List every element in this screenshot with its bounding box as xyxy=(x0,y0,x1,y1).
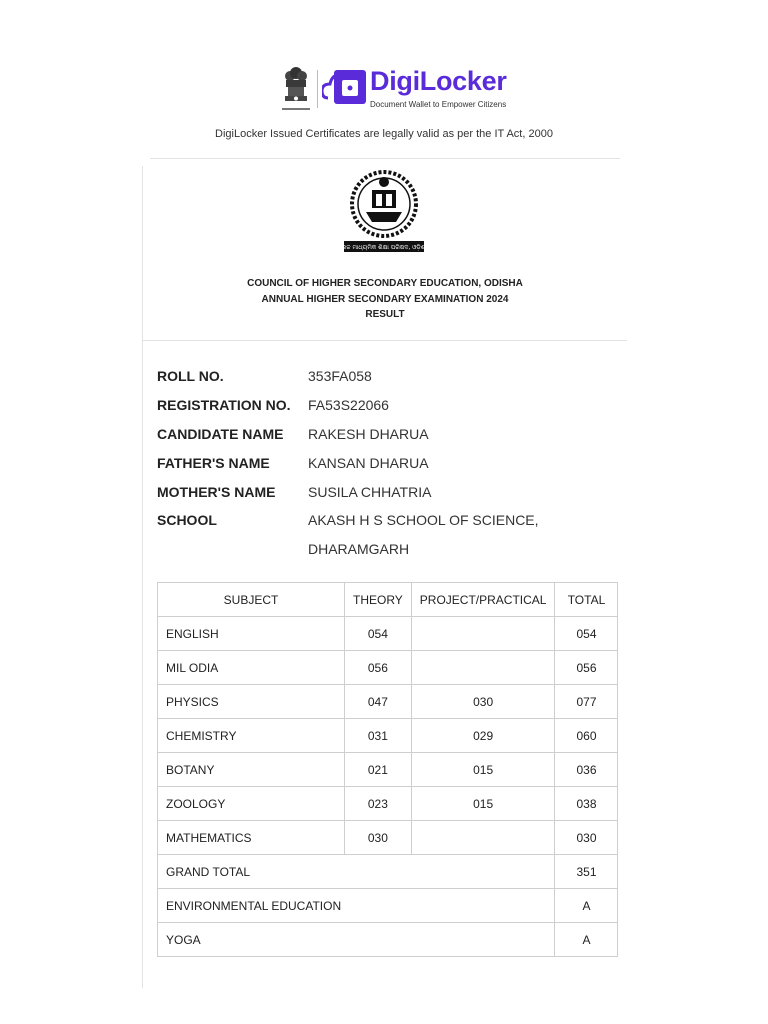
registration-no-label: REGISTRATION NO. xyxy=(157,396,291,413)
theory-cell: 056 xyxy=(345,651,412,685)
council-name: COUNCIL OF HIGHER SECONDARY EDUCATION, ODISHA xyxy=(247,278,523,289)
roll-no-row xyxy=(157,361,608,390)
divider xyxy=(150,158,620,159)
registration-no-row xyxy=(157,390,608,419)
header-divider xyxy=(317,70,318,108)
table-row xyxy=(158,787,618,821)
practical-cell xyxy=(411,651,555,685)
subject-cell: MIL ODIA xyxy=(158,651,345,685)
total-cell: 060 xyxy=(555,719,618,753)
yoga-grade: A xyxy=(555,923,618,957)
school-value-line1: AKASH H S SCHOOL OF SCIENCE, xyxy=(308,512,539,528)
father-name-row xyxy=(157,448,608,477)
practical-cell: 015 xyxy=(411,753,555,787)
grand-total-value: 351 xyxy=(555,855,618,889)
theory-header: THEORY xyxy=(345,583,412,617)
total-cell: 030 xyxy=(555,821,618,855)
theory-cell: 023 xyxy=(345,787,412,821)
environmental-education-grade: A xyxy=(555,889,618,923)
roll-no-value: 353FA058 xyxy=(308,367,372,384)
table-row xyxy=(158,617,618,651)
subject-header: SUBJECT xyxy=(158,583,345,617)
total-cell: 054 xyxy=(555,617,618,651)
candidate-name-value: RAKESH DHARUA xyxy=(308,425,429,442)
legal-notice: DigiLocker Issued Certificates are legally valid as per the IT Act, 2000 xyxy=(215,128,553,140)
subject-cell: BOTANY xyxy=(158,753,345,787)
subject-cell: ZOOLOGY xyxy=(158,787,345,821)
practical-cell: 030 xyxy=(411,685,555,719)
school-value-line2: DHARAMGARH xyxy=(308,541,410,557)
digilocker-cloud-icon xyxy=(322,68,368,108)
seal-caption: ଉଚ୍ଚ ମାଧ୍ୟମିକ ଶିକ୍ଷା ପରିଷଦ, ଓଡ଼ିଶା xyxy=(341,244,427,251)
school-row xyxy=(157,506,608,564)
digilocker-tagline: Document Wallet to Empower Citizens xyxy=(370,100,507,109)
roll-no-label: ROLL NO. xyxy=(157,367,224,384)
table-row xyxy=(158,719,618,753)
registration-no-value: FA53S22066 xyxy=(308,396,389,413)
candidate-name-row xyxy=(157,419,608,448)
practical-header: PROJECT/PRACTICAL xyxy=(411,583,555,617)
theory-cell: 047 xyxy=(345,685,412,719)
mother-name-label: MOTHER'S NAME xyxy=(157,483,276,500)
school-label: SCHOOL xyxy=(157,512,217,528)
candidate-info xyxy=(157,361,608,564)
practical-cell: 029 xyxy=(411,719,555,753)
table-row xyxy=(158,753,618,787)
practical-cell: 015 xyxy=(411,787,555,821)
table-row xyxy=(158,685,618,719)
table-row xyxy=(158,651,618,685)
grand-total-label: GRAND TOTAL xyxy=(158,855,555,889)
yoga-row xyxy=(158,923,618,957)
father-name-value: KANSAN DHARUA xyxy=(308,454,429,471)
subject-cell: MATHEMATICS xyxy=(158,821,345,855)
table-row xyxy=(158,821,618,855)
subject-cell: CHEMISTRY xyxy=(158,719,345,753)
result-title: RESULT xyxy=(365,309,405,320)
yoga-label: YOGA xyxy=(158,923,555,957)
total-cell: 038 xyxy=(555,787,618,821)
marks-table xyxy=(157,582,618,957)
mother-name-row xyxy=(157,477,608,506)
total-cell: 077 xyxy=(555,685,618,719)
environmental-education-label: ENVIRONMENTAL EDUCATION xyxy=(158,889,555,923)
theory-cell: 021 xyxy=(345,753,412,787)
theory-cell: 054 xyxy=(345,617,412,651)
ashoka-emblem-icon xyxy=(280,64,312,114)
subject-cell: PHYSICS xyxy=(158,685,345,719)
practical-cell xyxy=(411,617,555,651)
divider xyxy=(143,340,627,341)
theory-cell: 031 xyxy=(345,719,412,753)
table-header-row xyxy=(158,583,618,617)
father-name-label: FATHER'S NAME xyxy=(157,454,270,471)
exam-name: ANNUAL HIGHER SECONDARY EXAMINATION 2024 xyxy=(261,293,509,305)
theory-cell: 030 xyxy=(345,821,412,855)
candidate-name-label: CANDIDATE NAME xyxy=(157,425,284,442)
total-cell: 036 xyxy=(555,753,618,787)
council-heading xyxy=(143,276,627,323)
chse-seal-icon xyxy=(338,168,430,254)
digilocker-header xyxy=(0,58,768,118)
school-value xyxy=(308,506,608,564)
grand-total-row xyxy=(158,855,618,889)
environmental-education-row xyxy=(158,889,618,923)
total-header: TOTAL xyxy=(555,583,618,617)
practical-cell xyxy=(411,821,555,855)
digilocker-brand: DigiLocker xyxy=(370,66,507,96)
mother-name-value: SUSILA CHHATRIA xyxy=(308,483,432,500)
total-cell: 056 xyxy=(555,651,618,685)
subject-cell: ENGLISH xyxy=(158,617,345,651)
